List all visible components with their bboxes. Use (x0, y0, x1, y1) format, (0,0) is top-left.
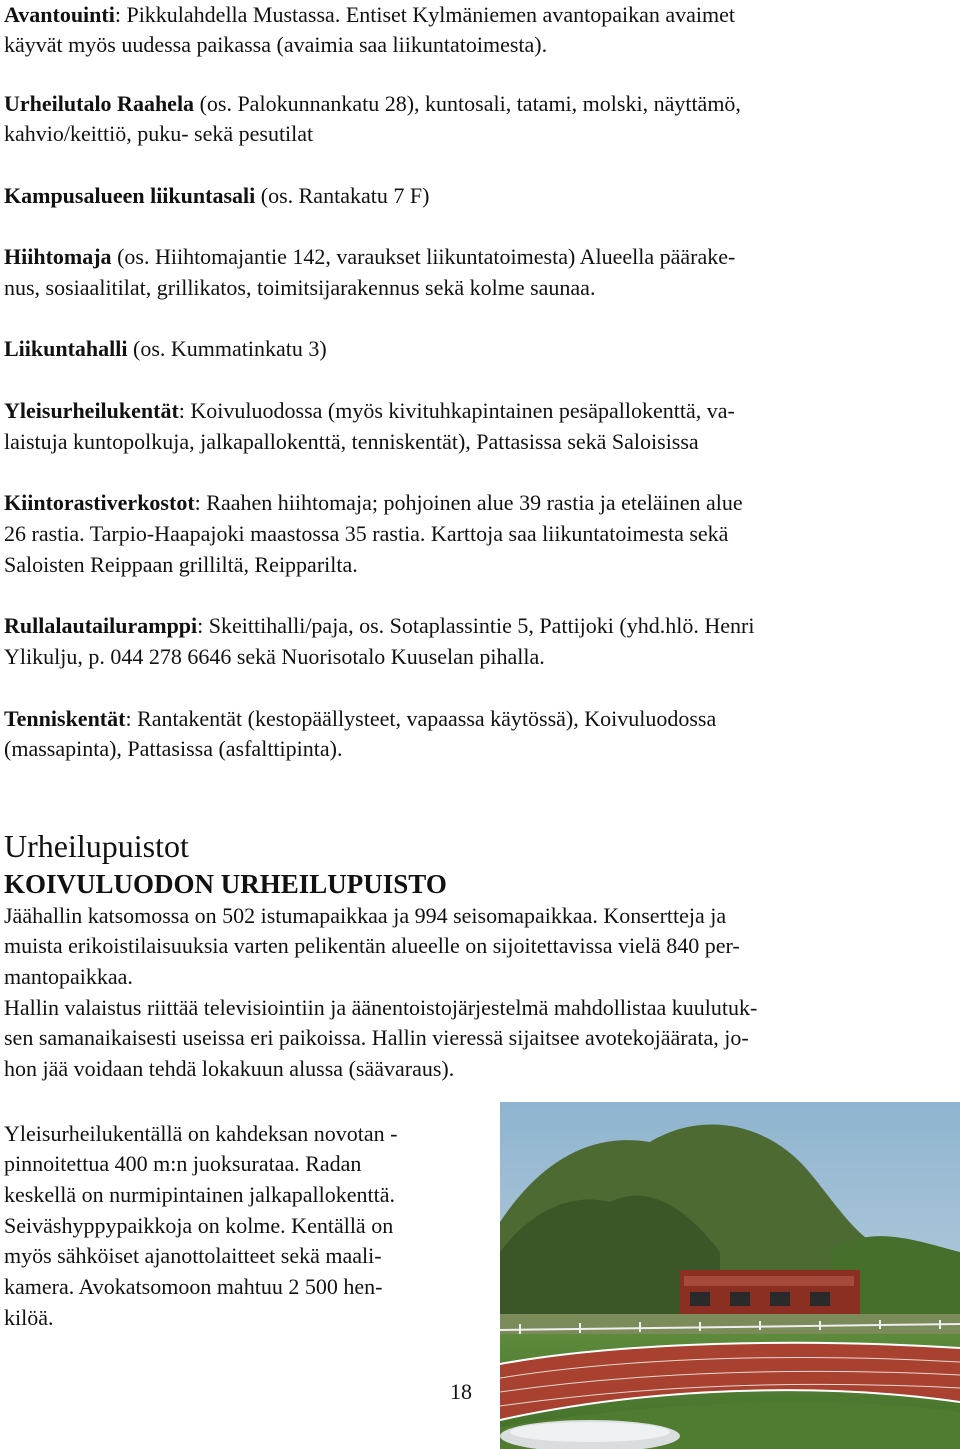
text: : Koivuluodossa (myös kivituhkapintainen pesäpallokenttä, va- (178, 398, 735, 423)
text: myös sähköiset ajanottolaitteet sekä maali- (4, 1243, 382, 1268)
text: mantopaikkaa. (4, 964, 133, 989)
subsection-heading: KOIVULUODON URHEILUPUISTO (4, 869, 447, 899)
text: (os. Hiihtomajantie 142, varaukset liikuntatoimesta) Alueella päärake- (111, 244, 736, 269)
text: Hallin valaistus riittää televisiointiin ja äänentoistojärjestelmä mahdollistaa kuulutuk- (4, 995, 758, 1020)
term-hiihtomaja: Hiihtomaja (4, 244, 112, 269)
text: hon jää voidaan tehdä lokakuun alussa (säävaraus). (4, 1056, 455, 1081)
text: : Raahen hiihtomaja; pohjoinen alue 39 rastia ja eteläinen alue (194, 490, 743, 515)
text: käyvät myös uudessa paikassa (avaimia saa liikuntatoimesta). (4, 32, 548, 57)
text: laistuja kuntopolkuja, jalkapallokenttä, tenniskentät), Pattasissa sekä Saloisissa (4, 429, 699, 454)
term-kiintorastiverkostot: Kiintorastiverkostot (4, 490, 195, 515)
text: sen samanaikaisesti useissa eri paikoissa. Hallin vieressä sijaitsee avotekojäärata, jo- (4, 1025, 749, 1050)
term-avantouinti: Avantouinti (4, 2, 115, 27)
term-rullalautailuramppi: Rullalautailuramppi (4, 613, 198, 638)
section-heading: Urheilupuistot (4, 828, 189, 864)
text: kahvio/keittiö, puku- sekä pesutilat (4, 121, 314, 146)
paragraph-liikuntahalli (4, 334, 327, 364)
term-liikuntahalli: Liikuntahalli (4, 336, 128, 361)
stadium-photo (500, 1102, 960, 1449)
text: Jäähallin katsomossa on 502 istumapaikkaa ja 994 seisomapaikkaa. Konsertteja ja (4, 903, 727, 928)
text: : Rantakentät (kestopäällysteet, vapaassa käytössä), Koivuluodossa (125, 706, 717, 731)
text: Ylikulju, p. 044 278 6646 sekä Nuorisotalo Kuuselan pihalla. (4, 644, 545, 669)
term-kampusalue: Kampusalueen liikuntasali (4, 183, 256, 208)
text: pinnoitettua 400 m:n juoksurataa. Radan (4, 1151, 362, 1176)
text: kilöä. (4, 1305, 54, 1330)
text: muista erikoistilaisuuksia varten pelikentän alueelle on sijoitettavissa vielä 840 per- (4, 933, 740, 958)
text: (os. Kummatinkatu 3) (127, 336, 327, 361)
text: : Skeittihalli/paja, os. Sotaplassintie 5, Pattijoki (yhd.hlö. Henri (197, 613, 755, 638)
page-number: 18 (450, 1379, 472, 1404)
term-urheilutalo: Urheilutalo Raahela (4, 91, 195, 116)
text: nus, sosiaalitilat, grillikatos, toimitsijarakennus sekä kolme saunaa. (4, 275, 596, 300)
text: (os. Rantakatu 7 F) (255, 183, 430, 208)
text: Yleisurheilukentällä on kahdeksan novotan - (4, 1121, 398, 1146)
term-yleisurheilukentat: Yleisurheilukentät (4, 398, 179, 423)
text: Saloisten Reippaan grilliltä, Reipparilta. (4, 552, 358, 577)
text: Seiväshyppypaikkoja on kolme. Kentällä on (4, 1213, 394, 1238)
text: keskellä on nurmipintainen jalkapallokenttä. (4, 1182, 395, 1207)
text: kamera. Avokatsomoon mahtuu 2 500 hen- (4, 1274, 383, 1299)
paragraph-kampusalue (4, 181, 429, 211)
text: : Pikkulahdella Mustassa. Entiset Kylmäniemen avantopaikan avaimet (114, 2, 735, 27)
text: (massapinta), Pattasissa (asfalttipinta). (4, 736, 343, 761)
term-tenniskentat: Tenniskentät (4, 706, 126, 731)
text: (os. Palokunnankatu 28), kuntosali, tatami, molski, näyttämö, (194, 91, 741, 116)
text: 26 rastia. Tarpio-Haapajoki maastossa 35 rastia. Karttoja saa liikuntatoimesta sekä (4, 521, 729, 546)
